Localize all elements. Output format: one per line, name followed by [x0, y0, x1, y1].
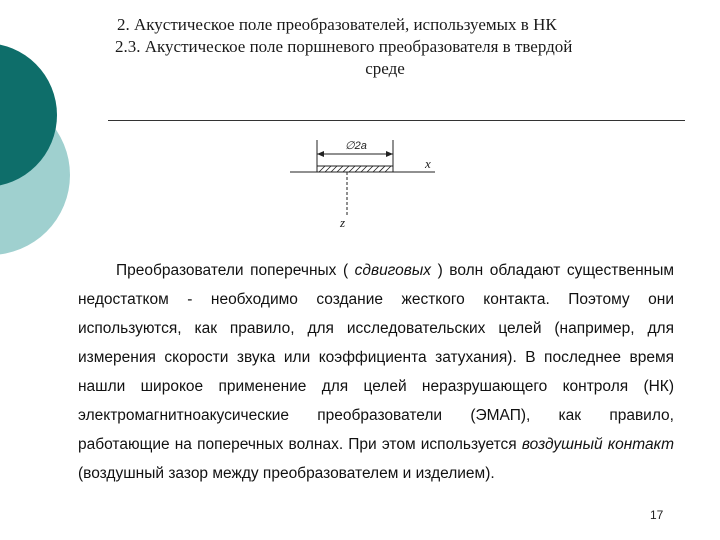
body-text-italic-air-contact: воздушный контакт	[521, 436, 674, 453]
z-axis-label: z	[340, 215, 346, 230]
decorative-circles	[0, 0, 110, 300]
heading-line-1: 2. Акустическое поле преобразователей, используемых в НК	[117, 15, 557, 34]
transducer-diagram	[285, 132, 445, 232]
x-axis-label: x	[425, 156, 431, 171]
slide-heading	[115, 14, 675, 80]
diameter-label: ∅2a	[345, 140, 367, 152]
heading-line-2: 2.3. Акустическое поле поршневого преобразователя в твердой	[115, 37, 573, 56]
divider-line	[108, 120, 685, 121]
body-text-part-3: (воздушный зазор между преобразователем и изделием).	[78, 465, 495, 482]
body-text-part-1: Преобразователи поперечных (	[116, 262, 355, 279]
body-text-part-2: ) волн обладают существенным недостатком - необходимо создание жесткого контакта. Поэтому они используются, как правило, для исследовательских целей (например, для измерения скорости звука или коэффициента затухания). В последнее время нашли широкое применение для целей неразрушающего контроля (НК) электромагнитноакусические преобразователи (ЭМАП), как правило, работающие на поперечных волнах. При этом используется	[78, 262, 674, 453]
page-number: 17	[650, 508, 664, 522]
body-text-italic-shear: сдвиговых	[354, 262, 432, 279]
transducer-hatching	[319, 166, 391, 172]
dimension-arrow-left	[317, 151, 324, 157]
body-paragraph	[78, 256, 674, 488]
heading-line-3: среде	[365, 59, 405, 78]
dimension-arrow-right	[386, 151, 393, 157]
